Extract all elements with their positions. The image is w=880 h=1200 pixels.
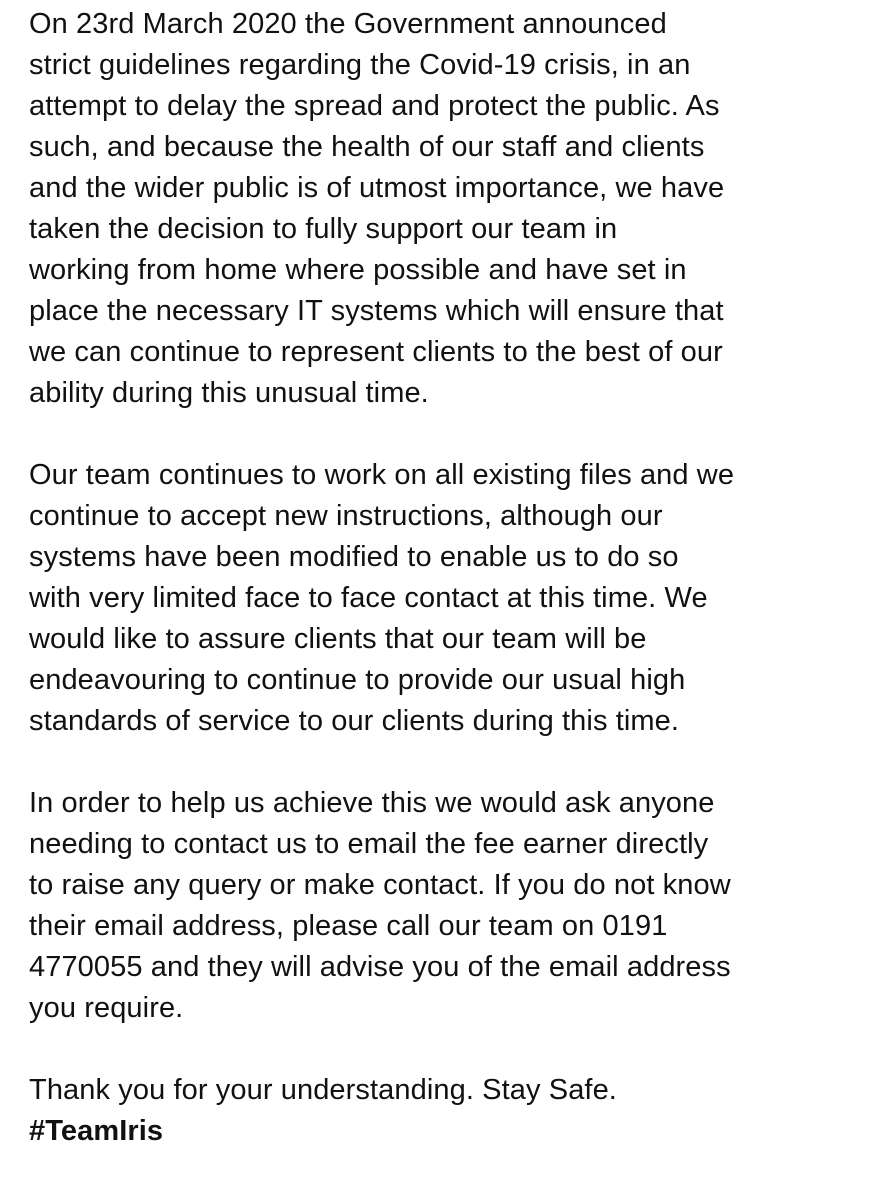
paragraph-gap (29, 1029, 860, 1070)
text-line: Thank you for your understanding. Stay Safe. (29, 1074, 617, 1106)
paragraph-announcement (29, 4, 860, 414)
text-line: taken the decision to fully support our team in (29, 213, 618, 245)
text-line: you require. (29, 992, 184, 1024)
text-line: continue to accept new instructions, although our (29, 500, 663, 532)
text-line: strict guidelines regarding the Covid-19 crisis, in an (29, 49, 691, 81)
paragraph-contact-info (29, 783, 860, 1029)
text-line: ability during this unusual time. (29, 377, 429, 409)
text-line: needing to contact us to email the fee earner directly (29, 828, 709, 860)
text-line: endeavouring to continue to provide our usual high (29, 664, 686, 696)
text-line: systems have been modified to enable us to do so (29, 541, 679, 573)
text-line: would like to assure clients that our team will be (29, 623, 647, 655)
text-line: On 23rd March 2020 the Government announced (29, 8, 667, 40)
paragraph-team-update (29, 455, 860, 742)
text-line: standards of service to our clients during this time. (29, 705, 680, 737)
text-line: to raise any query or make contact. If you do not know (29, 869, 731, 901)
hashtag-link[interactable]: #TeamIris (29, 1115, 164, 1147)
text-line: In order to help us achieve this we would ask anyone (29, 787, 715, 819)
text-line: we can continue to represent clients to the best of our (29, 336, 723, 368)
paragraph-gap (29, 742, 860, 783)
paragraph-gap (29, 414, 860, 455)
text-line: and the wider public is of utmost importance, we have (29, 172, 725, 204)
text-line: Our team continues to work on all existing files and we (29, 459, 735, 491)
text-line: with very limited face to face contact at this time. We (29, 582, 708, 614)
text-line: their email address, please call our team on 0191 (29, 910, 668, 942)
text-line: such, and because the health of our staff and clients (29, 131, 705, 163)
text-line: 4770055 and they will advise you of the email address (29, 951, 731, 983)
text-line: working from home where possible and have set in (29, 254, 687, 286)
paragraph-closing (29, 1070, 860, 1152)
text-line: place the necessary IT systems which will ensure that (29, 295, 724, 327)
text-line: attempt to delay the spread and protect the public. As (29, 90, 720, 122)
